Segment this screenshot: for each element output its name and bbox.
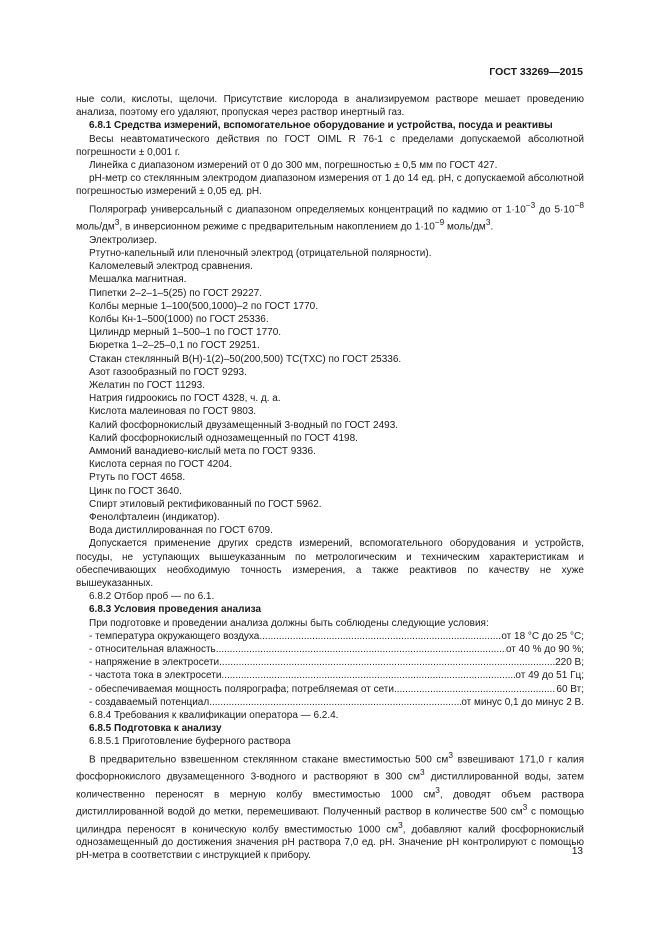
list-item: Колбы мерные 1–100(500,1000)–2 по ГОСТ 1770. [89, 300, 319, 312]
list-item: Азот газообразный по ГОСТ 9293. [89, 366, 247, 378]
condition-row: - относительная влажность ..... от 40 % до 90 %; [76, 643, 584, 656]
list-item: Кислота серная по ГОСТ 4204. [89, 459, 233, 471]
condition-row: - температура окружающего воздуха ..... от 18 °С до 25 °С; [76, 630, 584, 643]
section-6-8-5-heading: 6.8.5 Подготовка к анализу [89, 723, 222, 735]
condition-row: - частота тока в электросети ..... от 49 до 51 Гц; [76, 669, 584, 682]
list-item: Цинк по ГОСТ 3640. [89, 485, 182, 497]
list-item: Каломелевый электрод сравнения. [89, 261, 253, 273]
phmeter-paragraph: pH-метр со стеклянным электродом диапазоном измерения от 1 до 14 ед. pH, с допускаемой абсолютной погрешностью измерений ± 0,05 ед. pH. [76, 173, 584, 198]
list-item: Натрия гидроокись по ГОСТ 4328, ч. д. а. [89, 393, 281, 405]
conditions-lead: При подготовке и проведении анализа должны быть соблюдены следующие условия: [89, 617, 489, 629]
list-item: Колбы Кн-1–500(1000) по ГОСТ 25336. [89, 313, 269, 325]
list-item: Цилиндр мерный 1–500–1 по ГОСТ 1770. [89, 327, 282, 339]
section-6-8-2: 6.8.2 Отбор проб — по 6.1. [89, 591, 215, 603]
list-item: Мешалка магнитная. [89, 274, 187, 286]
intro-paragraph: ные соли, кислоты, щелочи. Присутствие кислорода в анализируемом растворе мешает проведению анализа, поэтому его удаляют, пропуская через раствор инертный газ. [76, 94, 584, 119]
page-number: 13 [571, 846, 583, 857]
list-item: Ртутно-капельный или пленочный электрод (отрицательной полярности). [89, 247, 432, 259]
condition-row: - обеспечиваемая мощность полярографа; потребляемая от сети ..... 60 Вт; [76, 683, 584, 696]
balance-paragraph: Весы неавтоматического действия по ГОСТ OIML R 76-1 с пределами допускаемой абсолютной погрешности ± 0,001 г. [76, 133, 584, 158]
list-item: Фенолфталеин (индикатор). [89, 511, 220, 523]
document-body [76, 93, 584, 863]
list-item: Калий фосфорнокислый двузамещенный 3-водный по ГОСТ 2493. [89, 419, 399, 431]
list-item: Электролизер. [89, 234, 158, 246]
condition-row: - создаваемый потенциал ..... от минус 0,1 до минус 2 В. [76, 696, 584, 709]
list-item: Кислота малеиновая по ГОСТ 9803. [89, 406, 257, 418]
section-6-8-1-heading: 6.8.1 Средства измерений, вспомогательное оборудование и устройства, посуда и реактивы [89, 120, 553, 132]
list-item: Калий фосфорнокислый однозамещенный по ГОСТ 4198. [89, 432, 358, 444]
list-item: Бюретка 1–2–25–0,1 по ГОСТ 29251. [89, 340, 260, 352]
allowance-paragraph: Допускается применение других средств измерений, вспомогательного оборудования и устройств, посуды, не уступающих вышеуказанным по метрологическим и техническим характеристикам и обеспечивающих необходимую точность измерения, а также реактивов по качеству не хуже вышеуказанных. [76, 538, 584, 589]
list-item: Ртуть по ГОСТ 4658. [89, 472, 186, 484]
section-6-8-5-1-heading: 6.8.5.1 Приготовление буферного раствора [89, 736, 291, 748]
list-item: Аммоний ванадиево-кислый мета по ГОСТ 9336. [89, 445, 316, 457]
buffer-solution-paragraph: В предварительно взвешенном стеклянном стакане вместимостью 500 $см^3$ взвешивают 171,0 г калия фосфорнокислого двузамещенного 3-водного и растворяют в 300 $см^3$ дистиллированной воды, затем количественно переносят в мерную колбу вместимостью 1000 $см^3$, доводят объем раствора дистиллированной водой до метки, перемешивают. Полученный раствор в количестве 500 $см^3$ с помощью цилиндра переносят в коническую колбу вместимостью 1000 $см^3$, добавляют калий фосфорнокислый однозамещенный до достижения значения рН раствора 7,0 ед. рН. Значение рН контролируют с помощью рН-метра в соответствии с инструкцией к прибору. [76, 749, 584, 862]
ruler-paragraph: Линейка с диапазоном измерений от 0 до 300 мм, погрешностью ± 0,5 мм по ГОСТ 427. [89, 160, 498, 172]
list-item: Пипетки 2–2–1–5(25) по ГОСТ 29227. [89, 287, 262, 299]
list-item: Спирт этиловый ректификованный по ГОСТ 5962. [89, 498, 322, 510]
standard-header: ГОСТ 33269—2015 [489, 66, 583, 78]
list-item: Стакан стеклянный В(Н)-1(2)–50(200,500) ТС(ТХС) по ГОСТ 25336. [89, 353, 402, 365]
list-item: Вода дистиллированная по ГОСТ 6709. [89, 525, 273, 537]
polarograph-paragraph: Полярограф универсальный с диапазоном определяемых концентраций по кадмию от $1\cdot 10^{-3}$ до $5\cdot 10^{-8}$ моль/$дм^3$, в инверсионном режиме с предварительным накоплением до $1\cdot 10^{-9}$ моль/$дм^3$. [76, 199, 585, 233]
list-item: Желатин по ГОСТ 11293. [89, 379, 205, 391]
condition-row: - напряжение в электросети ..... 220 В; [76, 656, 584, 669]
section-6-8-3-heading: 6.8.3 Условия проведения анализа [89, 604, 262, 616]
section-6-8-4: 6.8.4 Требования к квалификации оператора — 6.2.4. [89, 710, 339, 721]
